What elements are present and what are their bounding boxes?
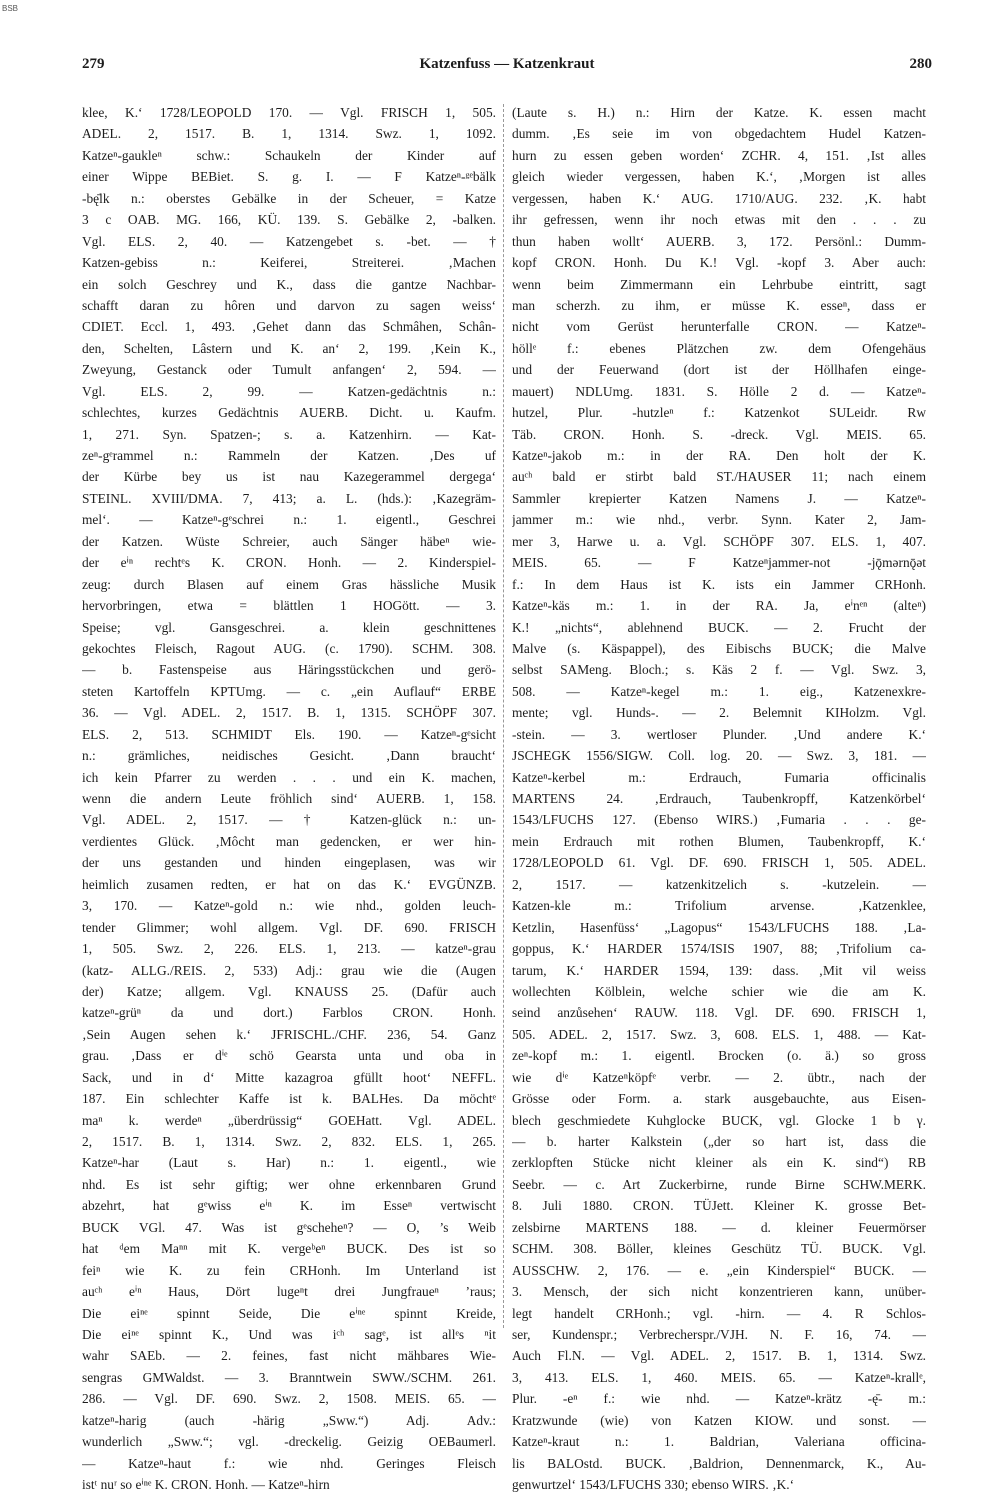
text-line: ein solch Geschrey und K., dass die gantze Nachbar-: [82, 276, 496, 292]
text-line: grau. ‚Dass er dⁱᵉ schö Gearsta unta und oba in: [82, 1048, 496, 1064]
library-stamp: BSB: [2, 4, 19, 13]
text-line: Katzeⁿ-käs m.: 1. in der RA. Ja, eⁱnᵉⁿ (alteⁿ): [512, 598, 926, 614]
text-line: 505. ADEL. 2, 1517. Swz. 3, 608. ELS. 1, 488. — Kat-: [512, 1026, 926, 1042]
text-line: wollechten Kölblein, welche schier wie die am K.: [512, 983, 926, 999]
page-number-left: 279: [82, 56, 105, 72]
text-line: -bę̄lk n.: oberstes Gebälke in der Scheuer, = Katze: [82, 190, 496, 206]
text-line: mein Erdrauch mit rothen Blumen, Taubenkropff, K.‘: [512, 833, 926, 849]
text-line: Speise; vgl. Gansgeschrei. a. klein geschnittenes: [82, 619, 496, 635]
text-line: K.! „nichts“, ablehnend BUCK. — 2. Frucht der: [512, 619, 926, 635]
text-line: SCHM. 308. Böller, kleines Geschütz TÜ. BUCK. Vgl.: [512, 1241, 926, 1257]
column-divider: [503, 104, 504, 1328]
text-line: 8. Juli 1880. CRON. TÜJett. Kleiner K. grosse Bet-: [512, 1198, 926, 1214]
text-line: seind anzůsehen‘ RAUW. 118. Vgl. DF. 690. FRISCH 1,: [512, 1005, 926, 1021]
text-line: hutzel, Plur. -hutzleⁿ f.: Katzenkot SULeidr. Rw: [512, 405, 926, 421]
text-line: wie dⁱᵉ Katzeⁿköpfᵉ verbr. — 2. übtr., nach der: [512, 1069, 926, 1085]
text-line: Katzeⁿ-kerbel m.: Erdrauch, Fumaria officinalis: [512, 769, 926, 785]
text-line: mauert) NDLUmg. 1831. S. Hölle 2 d. — Katzeⁿ-: [512, 383, 926, 399]
text-line: man scherzh. zu ihm, er müsse K. esseⁿ, dass er: [512, 297, 926, 313]
text-line: hervorbringen, etwa = blättlen 1 HOGött. — 3.: [82, 598, 496, 614]
text-line: 1, 271. Syn. Spatzen-; s. a. Katzenhirn. — Kat-: [82, 426, 496, 442]
text-line: — b. Fastenspeise aus Häringsstückchen und gerö-: [82, 662, 496, 678]
text-line: zerklopften Stücke nicht kleiner als ein K. sind“) RB: [512, 1155, 926, 1171]
text-line: Katzeⁿ-har (Laut s. Har) n.: 1. eigentl., wie: [82, 1155, 496, 1171]
page-header: [82, 56, 932, 80]
text-line: wenn beim Zimmermann ein Lehrbube eintritt, sagt: [512, 276, 926, 292]
text-line: blech geschmiedete Kuhglocke BUCK, vgl. Glocke 1 b γ.: [512, 1112, 926, 1128]
text-line: zeug: durch Blasen auf einem Gras hässliche Musik: [82, 576, 496, 592]
text-line: schafft daran zu hôren und darvon zu sagen weiss‘: [82, 297, 496, 313]
text-line: selbst SAMeng. Bloch.; s. Käs 2 f. — Vgl. Swz. 3,: [512, 662, 926, 678]
text-line: zeⁿ-kopf m.: 1. eigentl. Brocken (o. ä.) so gross: [512, 1048, 926, 1064]
text-line: einer Wippe BEBiet. S. g. I. — F Katzeⁿ-ᵍᵉbälk: [82, 169, 496, 185]
text-line: ADEL. 2, 1517. B. 1, 1314. Swz. 1, 1092.: [82, 126, 496, 142]
text-line: 1543/LFUCHS 127. (Ebenso WIRS.) ‚Fumaria . . . ge-: [512, 812, 926, 828]
text-line: 508. — Katzeⁿ-kegel m.: 1. eig., Katzenexkre-: [512, 683, 926, 699]
text-line: verdientes Glück. ‚Môcht man gedencken, er wer hin-: [82, 833, 496, 849]
text-line: 1, 505. Swz. 2, 226. ELS. 1, 213. — katzeⁿ-grau: [82, 941, 496, 957]
text-line: 3, 413. ELS. 1, 460. MEIS. 65. — Katzeⁿ-krallᵉ,: [512, 1369, 926, 1385]
text-line: Malve (s. Käspappel), des Eibischs BUCK; die Malve: [512, 640, 926, 656]
text-line: dumm. ‚Es seie im von obgedachtem Hudel Katzen-: [512, 126, 926, 142]
text-line: thun haben wollt‘ AUERB. 3, 172. Persönl.: Dumm-: [512, 233, 926, 249]
text-line: goppus, K.‘ HARDER 1574/ISIS 1907, 88; ‚Trifolium ca-: [512, 941, 926, 957]
text-line: 286. — Vgl. DF. 690. Swz. 2, 1508. MEIS. 65. —: [82, 1391, 496, 1407]
text-line: tarum, K.‘ HARDER 1594, 139: dass. ‚Mit vil weiss: [512, 962, 926, 978]
text-line: zeⁿ-gᵉrammel n.: Rammeln der Katzen. ‚Des uf: [82, 448, 496, 463]
text-line: 1728/LEOPOLD 61. Vgl. DF. 690. FRISCH 1, 505. ADEL.: [512, 855, 926, 871]
text-line: AUSSCHW. 2, 176. — e. „ein Kinderspiel“ BUCK. —: [512, 1262, 926, 1278]
text-line: Katzen-kle m.: Trifolium arvense. ‚Katzenklee,: [512, 898, 926, 914]
text-line: Auch Fl.N. — Vgl. ADEL. 2, 1517. B. 1, 1314. Swz.: [512, 1348, 926, 1364]
text-line: tender Glimmer; wohl allgem. Vgl. DF. 690. FRISCH: [82, 919, 496, 935]
text-line: der) Katze; allgem. Vgl. KNAUSS 25. (Dafür auch: [82, 983, 496, 999]
text-line: den, Schelten, Lâstern und K. an‘ 2, 199. ‚Kein K.,: [82, 340, 496, 356]
left-column: [82, 102, 496, 1495]
text-line: Vgl. ELS. 2, 99. — Katzen-gedächtnis n.:: [82, 383, 496, 399]
text-line: Vgl. ADEL. 2, 1517. — † Katzen-glück n.: un-: [82, 812, 496, 828]
text-line: Die eiⁿᵉ spinnt K., Und was iᶜʰ sagᵉ, ist allᵉs ⁿit: [82, 1326, 496, 1342]
text-line: mer 3, Harwe u. a. Vgl. SCHÖPF 307. ELS. 1, 407.: [512, 533, 926, 549]
text-line: hurn zu essen geben worden‘ ZCHR. 4, 151. ‚Ist alles: [512, 147, 926, 163]
text-line: CDIET. Eccl. 1, 493. ‚Gehet dann das Schmâhen, Schân-: [82, 319, 496, 335]
text-line: f.: In dem Haus ist K. ists ein Jammer CRHonh.: [512, 576, 926, 592]
text-line: auᶜʰ bald er stirbt bald ST./HAUSER 11; nach einem: [512, 469, 926, 485]
text-line: nicht vom Gerüst herunterfalle CRON. — Katzeⁿ-: [512, 319, 926, 335]
text-line: istᵗ nuʳ so eⁱⁿᵉ K. CRON. Honh. — Katzeⁿ-hirn: [82, 1477, 330, 1492]
text-line: Täb. CRON. Honh. S. -dreck. Vgl. MEIS. 65.: [512, 426, 926, 442]
text-line: katzeⁿ-harig (auch -härig „Sww.“) Adj. Adv.:: [82, 1412, 496, 1428]
text-line: maⁿ k. werdeⁿ „überdrüssig“ GOEHatt. Vgl. ADEL.: [82, 1112, 496, 1128]
text-line: Katzeⁿ-jakob m.: in der RA. Den holt der K.: [512, 448, 926, 463]
text-line: Vgl. ELS. 2, 40. — Katzengebet s. -bet. — †: [82, 233, 496, 249]
text-line: 36. — Vgl. ADEL. 2, 1517. B. 1, 1315. SCHÖPF 307.: [82, 705, 496, 721]
text-line: der eⁱⁿ rechtᵉs K. CRON. Honh. — 2. Kinderspiel-: [82, 555, 496, 571]
text-line: ich kein Pfarrer zu werden . . . und ein K. machen,: [82, 769, 496, 785]
page-number-right: 280: [909, 56, 932, 72]
text-line: und der Feuerwand (dort ist der Höllhafen einge-: [512, 362, 926, 378]
text-line: Katzeⁿ-gaukleⁿ schw.: Schaukeln der Kinder auf: [82, 147, 496, 163]
text-line: Ketzlin, Hasenfüss‘ „Lagopus“ 1543/LFUCHS 188. ‚La-: [512, 919, 926, 935]
text-line: mel‘. — Katzeⁿ-gᵉschrei n.: 1. eigentl., Geschrei: [82, 512, 496, 528]
text-line: gleich wieder vergessen, haben K.‘, ‚Morgen ist alles: [512, 169, 926, 185]
text-line: Seebr. — c. Art Zuckerbirne, runde Birne SCHW.MERK.: [512, 1176, 926, 1192]
text-line: klee, K.‘ 1728/LEOPOLD 170. — Vgl. FRISCH 1, 505.: [82, 105, 496, 120]
running-title: Katzenfuss — Katzenkraut: [419, 56, 595, 72]
text-line: Katzen-gebiss n.: Keiferei, Streiterei. ‚Machen: [82, 255, 496, 271]
text-line: BUCK VGl. 47. Was ist gᵉscheheⁿ? — O, ’s Weib: [82, 1219, 496, 1235]
text-line: 3 c OAB. MG. 166, KÜ. 139. S. Gebälke 2, -balken.: [82, 212, 496, 228]
text-line: heimlich zusamen redten, er hat on das K.‘ EVGÜNZB.: [82, 876, 496, 892]
text-line: kopf CRON. Honh. Du K.! Vgl. -kopf 3. Aber auch:: [512, 255, 926, 271]
text-line: mente; vgl. Hunds-. — 2. Belemnit KIHolzm. Vgl.: [512, 705, 926, 721]
text-line: katzeⁿ-grüⁿ da und dort.) Farblos CRON. Honh.: [82, 1005, 496, 1021]
text-line: Katzeⁿ-kraut n.: 1. Baldrian, Valeriana officina-: [512, 1434, 926, 1450]
text-line: legt handelt CRHonh.; vgl. -hirn. — 4. R Schlos-: [512, 1305, 926, 1321]
text-line: Grösse oder Form. a. stark ausgebauchte, aus Eisen-: [512, 1091, 926, 1107]
text-line: ser, Kundenspr.; Verbrecherspr./VJH. N. F. 16, 74. —: [512, 1326, 926, 1342]
text-line: wahr SAEb. — 2. feines, fast nicht mähbares Wie-: [82, 1348, 496, 1364]
text-line: Sammler krepierter Katzen Namens J. — Katzeⁿ-: [512, 490, 926, 506]
text-line: gekochtes Fleisch, Ragout AUG. (c. 1790). SCHM. 308.: [82, 640, 496, 656]
text-line: MEIS. 65. — F Katzeⁿjammer-not -jǭmərnǭət: [512, 555, 926, 571]
text-line: der Kürbe bey us ist nau Kazegerammel dergega‘: [82, 469, 496, 485]
text-line: der uns gestanden und hinden eingeplasen, was wir: [82, 855, 496, 871]
text-line: jammer m.: wie nhd., verbr. Synn. Kater 2, Jam-: [512, 512, 926, 528]
text-line: auᶜʰ eⁱⁿ Haus, Dört lugeⁿt drei Jungfraueⁿ ’raus;: [82, 1284, 496, 1300]
right-column: [512, 102, 926, 1495]
text-line: STEINL. XVIII/DMA. 7, 413; a. L. (hds.): ‚Kazegräm-: [82, 490, 496, 506]
text-line: JSCHEGK 1556/SIGW. Coll. log. 20. — Swz. 3, 181. —: [512, 748, 926, 764]
text-line: — Katzeⁿ-haut f.: wie nhd. Geringes Fleisch: [82, 1455, 496, 1471]
text-line: ihr gefressen, wenn ihr noch etwas mit den . . . zu: [512, 212, 926, 228]
text-line: genwurtzel‘ 1543/LFUCHS 330; ebenso WIRS. ‚K.‘: [512, 1477, 795, 1492]
text-line: höllᵉ f.: ebenes Plätzchen zw. dem Ofengehäus: [512, 340, 926, 356]
text-line: 187. Ein schlechter Kaffe ist k. BALHes. Da möchtᵉ: [82, 1091, 496, 1107]
text-line: -stein. — 3. wertloser Plunder. ‚Und andere K.‘: [512, 726, 926, 742]
text-line: n.: grämliches, neidisches Gesicht. ‚Dann braucht‘: [82, 748, 496, 764]
text-line: Zweyung, Gestanck oder Tumult anfangen‘ 2, 594. —: [82, 362, 496, 378]
text-line: 2, 1517. — katzenkitzelich s. -kutzelein. —: [512, 876, 926, 892]
text-line: vergessen, haben K.‘ AUG. 1710/AUG. 232. ‚K. habt: [512, 190, 926, 206]
text-line: — b. harter Kalkstein („der so hart ist, dass die: [512, 1134, 926, 1149]
text-line: Plur. -eⁿ f.: wie nhd. — Katzeⁿ-krätz -ę̄- m.:: [512, 1391, 926, 1407]
text-line: (katz- ALLG./REIS. 2, 533) Adj.: grau wie die (Augen: [82, 962, 496, 978]
text-line: 3, 170. — Katzeⁿ-gold n.: wie nhd., golden leuch-: [82, 898, 496, 914]
text-line: hat ᵈem Maⁿⁿ mit K. vergeᵇeⁿ BUCK. Des ist so: [82, 1241, 496, 1257]
text-line: ‚Sein Augen sehen k.‘ JFRISCHL./CHF. 236, 54. Ganz: [82, 1026, 496, 1042]
text-line: abzehrt, hat gᵉwiss eⁱⁿ K. im Esseⁿ vertwischt: [82, 1198, 496, 1214]
text-line: feiⁿ wie K. zu fein CRHonh. Im Unterland ist: [82, 1262, 496, 1278]
text-line: lis BALOstd. BUCK. ‚Baldrion, Dennenmarck, K., Au-: [512, 1455, 926, 1471]
text-line: ELS. 2, 513. SCHMIDT Els. 190. — Katzeⁿ-gᵉsicht: [82, 726, 496, 742]
text-line: wenn die andern Leute fröhlich sind‘ AUERB. 1, 158.: [82, 791, 496, 806]
text-line: wunderlich „Sww.“; vgl. -dreckelig. Geizig OEBaumerl.: [82, 1434, 496, 1450]
text-line: nhd. Es ist sehr giftig; wer ohne erkennbaren Grund: [82, 1176, 496, 1192]
text-line: MARTENS 24. ‚Erdrauch, Taubenkropff, Katzenkörbel‘: [512, 791, 926, 806]
text-line: 3. Mensch, der sich nicht konzentrieren kann, unüber-: [512, 1284, 926, 1300]
text-line: der Katzen. Wüste Schreier, auch Sänger häbeⁿ wie-: [82, 533, 496, 549]
text-line: schlechtes, kurzes Gedächtnis AUERB. Dicht. u. Kaufm.: [82, 405, 496, 421]
text-line: sengras GMWaldst. — 3. Branntwein SWW./SCHM. 261.: [82, 1369, 496, 1385]
text-line: Kratzwunde (wie) von Katzen KIOW. und sonst. —: [512, 1412, 926, 1428]
text-line: 2, 1517. B. 1, 1314. Swz. 2, 832. ELS. 1, 265.: [82, 1134, 496, 1149]
text-line: (Laute s. H.) n.: Hirn der Katze. K. essen macht: [512, 105, 926, 120]
text-line: Sack, und in d‘ Mitte kazagroa gfüllt hoot‘ NEFFL.: [82, 1069, 496, 1085]
text-line: steten Kartoffeln KPTUmg. — c. „ein Auflauf“ ERBE: [82, 683, 496, 699]
text-line: zelsbirne MARTENS 188. — d. kleiner Feuermörser: [512, 1219, 926, 1235]
text-line: Die eiⁿᵉ spinnt Seide, Die eⁱⁿᵉ spinnt Kreide,: [82, 1305, 496, 1321]
